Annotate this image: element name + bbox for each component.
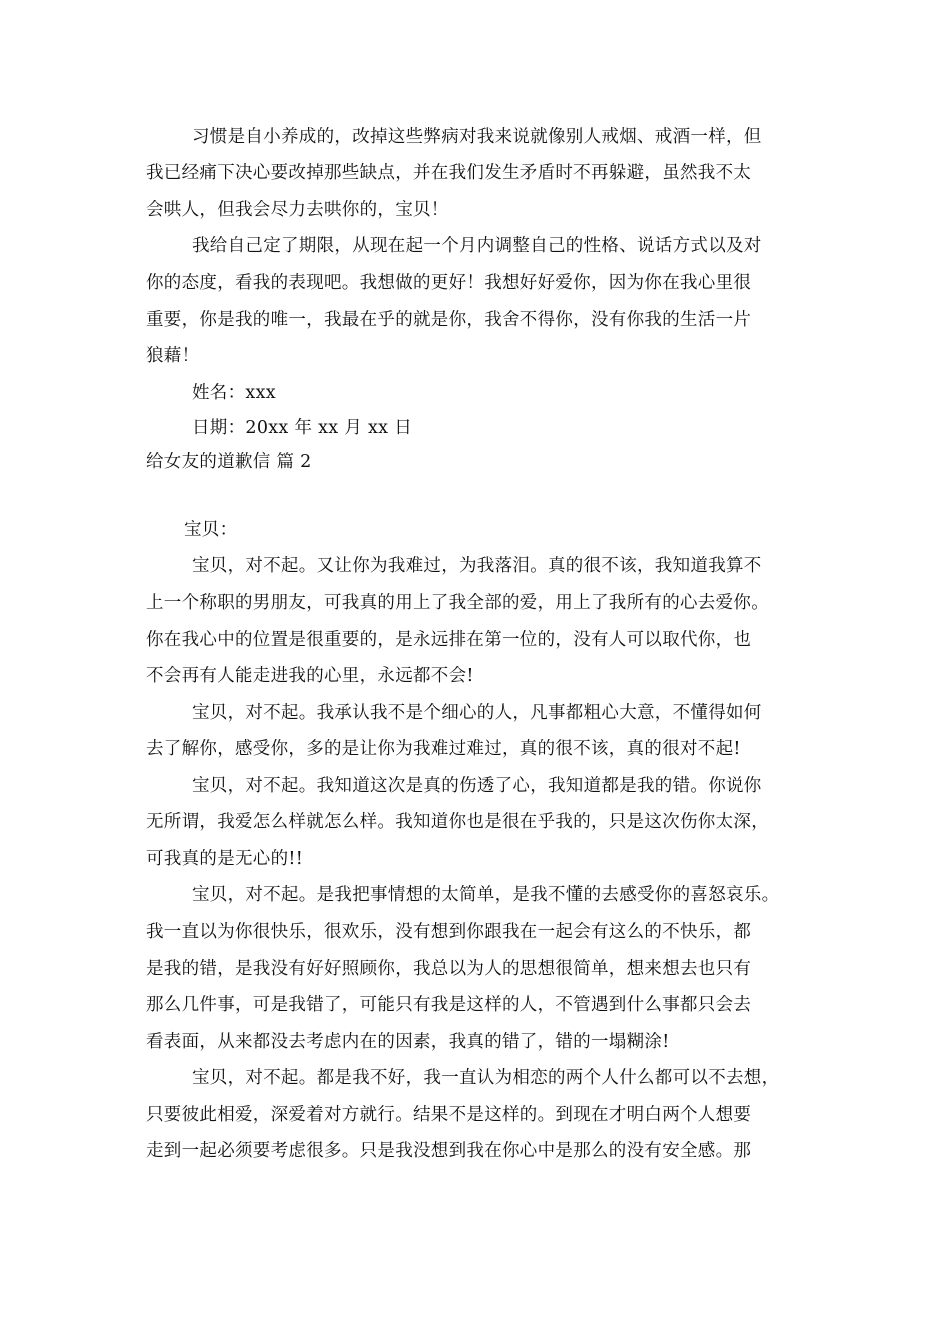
- signature-name: 姓名：xxx: [192, 383, 276, 403]
- letter2-p3-line3: 可我真的是无心的!!: [146, 849, 304, 869]
- letter1-p2-line3: 重要，你是我的唯一，我最在乎的就是你，我舍不得你，没有你我的生活一片: [146, 310, 752, 330]
- letter1-p2-line1: 我给自己定了期限，从现在起一个月内调整自己的性格、说话方式以及对: [192, 236, 762, 256]
- section-title: 给女友的道歉信 篇 2: [146, 452, 312, 472]
- signature-date: 日期：20xx 年 xx 月 xx 日: [192, 418, 412, 438]
- letter2-p5-line2: 只要彼此相爱，深爱着对方就行。结果不是这样的。到现在才明白两个人想要: [146, 1105, 752, 1125]
- letter2-p3-line2: 无所谓，我爱怎么样就怎么样。我知道你也是很在乎我的，只是这次伤你太深，: [146, 812, 769, 832]
- letter2-p1-line2: 上一个称职的男朋友，可我真的用上了我全部的爱，用上了我所有的心去爱你。: [146, 593, 769, 613]
- letter1-p2-line2: 你的态度，看我的表现吧。我想做的更好！我想好好爱你，因为你在我心里很: [146, 273, 752, 293]
- letter2-p2-line2: 去了解你，感受你，多的是让你为我难过难过，真的很不该，真的很对不起!: [146, 739, 741, 759]
- letter1-p1-line3: 会哄人，但我会尽力去哄你的，宝贝！: [146, 200, 449, 220]
- letter2-p4-line3: 是我的错，是我没有好好照顾你，我总以为人的思想很简单，想来想去也只有: [146, 959, 752, 979]
- letter1-p2-line4: 狼藉！: [146, 346, 200, 366]
- letter2-p2-line1: 宝贝，对不起。我承认我不是个细心的人，凡事都粗心大意，不懂得如何: [192, 703, 762, 723]
- letter2-p1-line3: 你在我心中的位置是很重要的，是永远排在第一位的，没有人可以取代你，也: [146, 630, 752, 650]
- letter2-p1-line1: 宝贝，对不起。又让你为我难过，为我落泪。真的很不该，我知道我算不: [192, 556, 762, 576]
- letter2-p4-line5: 看表面，从来都没去考虑内在的因素，我真的错了，错的一塌糊涂!: [146, 1032, 670, 1052]
- letter2-p4-line2: 我一直以为你很快乐，很欢乐，没有想到你跟我在一起会有这么的不快乐，都: [146, 922, 752, 942]
- letter2-p5-line1: 宝贝，对不起。都是我不好，我一直认为相恋的两个人什么都可以不去想，: [192, 1068, 780, 1088]
- letter2-p3-line1: 宝贝，对不起。我知道这次是真的伤透了心，我知道都是我的错。你说你: [192, 776, 762, 796]
- letter2-salutation: 宝贝：: [184, 520, 238, 540]
- letter1-p1-line2: 我已经痛下决心要改掉那些缺点，并在我们发生矛盾时不再躲避，虽然我不太: [146, 163, 752, 183]
- letter2-p5-line3: 走到一起必须要考虑很多。只是我没想到我在你心中是那么的没有安全感。那: [146, 1141, 752, 1161]
- letter2-p4-line1: 宝贝，对不起。是我把事情想的太简单，是我不懂的去感受你的喜怒哀乐。: [192, 885, 780, 905]
- letter2-p1-line4: 不会再有人能走进我的心里，永远都不会!: [146, 666, 474, 686]
- letter2-p4-line4: 那么几件事，可是我错了，可能只有我是这样的人，不管遇到什么事都只会去: [146, 995, 752, 1015]
- letter1-p1-line1: 习惯是自小养成的，改掉这些弊病对我来说就像别人戒烟、戒酒一样，但: [192, 127, 762, 147]
